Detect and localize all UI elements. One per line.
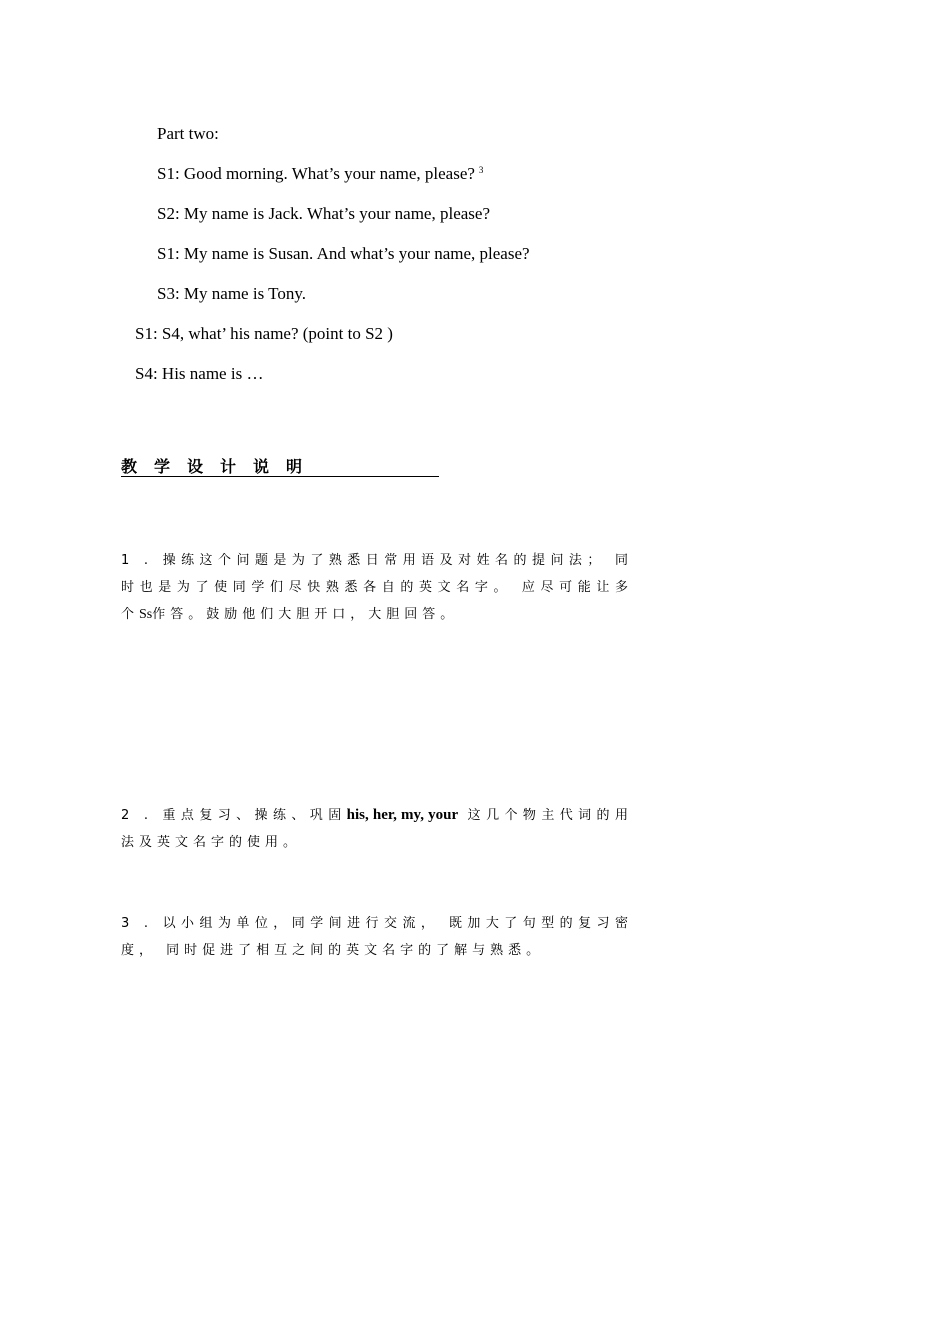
design-notes-heading: 教学设计说明	[121, 458, 439, 477]
footnote-mark: 3	[478, 165, 484, 175]
note-text: 这几个物主代词的用法及英文名字的使用。	[121, 808, 633, 850]
note-text: 重点复习、操练、巩固	[162, 808, 347, 823]
design-note-1	[121, 547, 633, 628]
dialogue-line-4: S3: My name is Tony.	[157, 284, 306, 303]
dialogue-line-text: S1: Good morning. What’s your name, please?	[157, 164, 475, 183]
design-note-3	[121, 910, 633, 964]
dialogue-line-1	[157, 164, 483, 184]
note-number: 1 .	[121, 553, 154, 568]
note-text: 作答。鼓励他们大胆开口，大胆回答。	[152, 607, 459, 622]
dialogue-line-5: S1: S4, what’ his name? (point to S2 )	[135, 324, 393, 343]
note-text: 以小组为单位，同学间进行交流， 既加大了句型的复习密度， 同时促进了相互之间的英文名字的了解与熟悉。	[121, 916, 633, 958]
dialogue-line-2: S2: My name is Jack. What’s your name, please?	[157, 204, 490, 223]
dialogue-line-6: S4: His name is …	[135, 364, 264, 383]
note-number: 2 .	[121, 808, 153, 823]
note-text-bold: his, her, my, your	[346, 807, 459, 823]
dialogue-line-3: S1: My name is Susan. And what’s your name, please?	[157, 244, 530, 263]
note-number: 3 .	[121, 916, 153, 931]
design-note-2	[121, 802, 633, 856]
part-label: Part two:	[157, 124, 219, 143]
note-text: 操练这个问题是为了熟悉日常用语及对姓名的提问法； 同时也是为了使同学们尽快熟悉各自的英文名字。 应尽可能让多个	[121, 553, 633, 622]
note-text-en: Ss	[139, 607, 153, 622]
